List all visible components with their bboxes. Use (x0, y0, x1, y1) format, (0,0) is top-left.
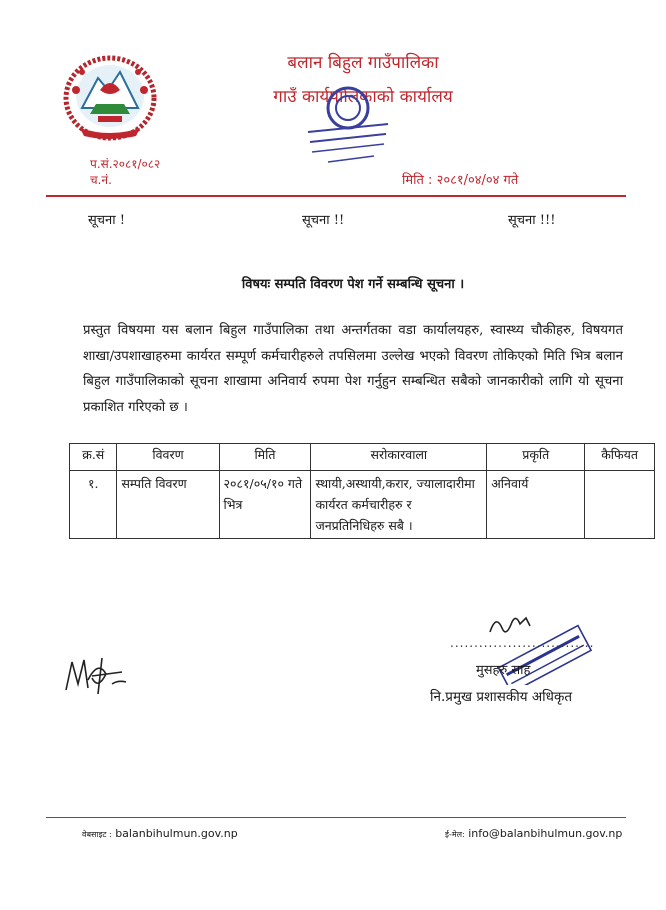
notice-body: प्रस्तुत विषयमा यस बलान बिहुल गाउँपालिका तथा अन्तर्गतका वडा कार्यालयहरु, स्वास्थ्य चौकीहरु, विषयगत शाखा/उपशाखाहरुमा कार्यरत सम्पूर्ण कर्मचारीहरुले तपसिलमा उल्लेख भएको विवरण तोकिएको मिति भित्र बलान बिहुल गाउँपालिकाको सूचना शाखामा अनिवार्य रुपमा पेश गर्नुहुन सम्बन्धित सबैको जानकारीको लागि यो सूचना प्रकाशित गरिएको छ । (83, 323, 623, 415)
website-link[interactable]: balanbihulmun.gov.np (115, 827, 238, 840)
signature-line: .............................. (450, 636, 595, 650)
header-detail: विवरण (117, 444, 219, 471)
email-label: ई-मेल: (445, 830, 465, 839)
footer-email (445, 827, 622, 840)
header-divider (46, 195, 626, 197)
header-serial: क्र.सं (70, 444, 117, 471)
footer-divider (46, 817, 626, 818)
header-remarks: कैफियत (585, 444, 655, 471)
cell-date: २०८१/०५/१० गते भित्र (219, 471, 311, 539)
email-link[interactable]: info@balanbihulmun.gov.np (468, 827, 623, 840)
cell-serial: १. (70, 471, 117, 539)
signer-title: नि.प्रमुख प्रशासकीय अधिकृत (430, 689, 573, 705)
subject-text: विषयः सम्पति विवरण पेश गर्ने सम्बन्धि सूचना । (241, 277, 465, 292)
notice-label-1: सूचना ! (88, 213, 125, 228)
subject-line (0, 274, 666, 292)
office-title-line2: गाउँ कार्यपालिकाको कार्यालय (273, 87, 453, 107)
website-label: वेबसाइट : (82, 830, 112, 839)
table-row (70, 471, 655, 539)
office-title-line1: बलान बिहुल गाउँपालिका (287, 53, 439, 73)
header-stakeholders: सरोकारवाला (311, 444, 487, 471)
table-header-row (70, 444, 655, 471)
notice-label-2: सूचना !! (302, 213, 345, 228)
signer-name: मुसहरु साह (476, 663, 531, 678)
issue-date: मिति : २०८१/०४/०४ गते (402, 173, 519, 188)
cell-nature: अनिवार्य (487, 471, 585, 539)
dispatch-number: च.नं. (90, 173, 112, 187)
header-nature: प्रकृति (487, 444, 585, 471)
cell-stakeholders: स्थायी,अस्थायी,करार, ज्यालादारीमा कार्यरत कर्मचारीहरु र जनप्रतिनिधिहरु सबै । (311, 471, 487, 539)
cell-remarks (585, 471, 655, 539)
header-date: मिति (219, 444, 311, 471)
reference-number: प.सं.२०८१/०८२ (90, 157, 161, 171)
cell-detail: सम्पति विवरण (117, 471, 219, 539)
details-table (69, 443, 655, 539)
footer-website (82, 827, 238, 840)
initials-signature-icon (62, 650, 132, 700)
notice-label-3: सूचना !!! (508, 213, 556, 228)
reference-block (90, 156, 160, 188)
official-stamp-icon (298, 80, 398, 170)
